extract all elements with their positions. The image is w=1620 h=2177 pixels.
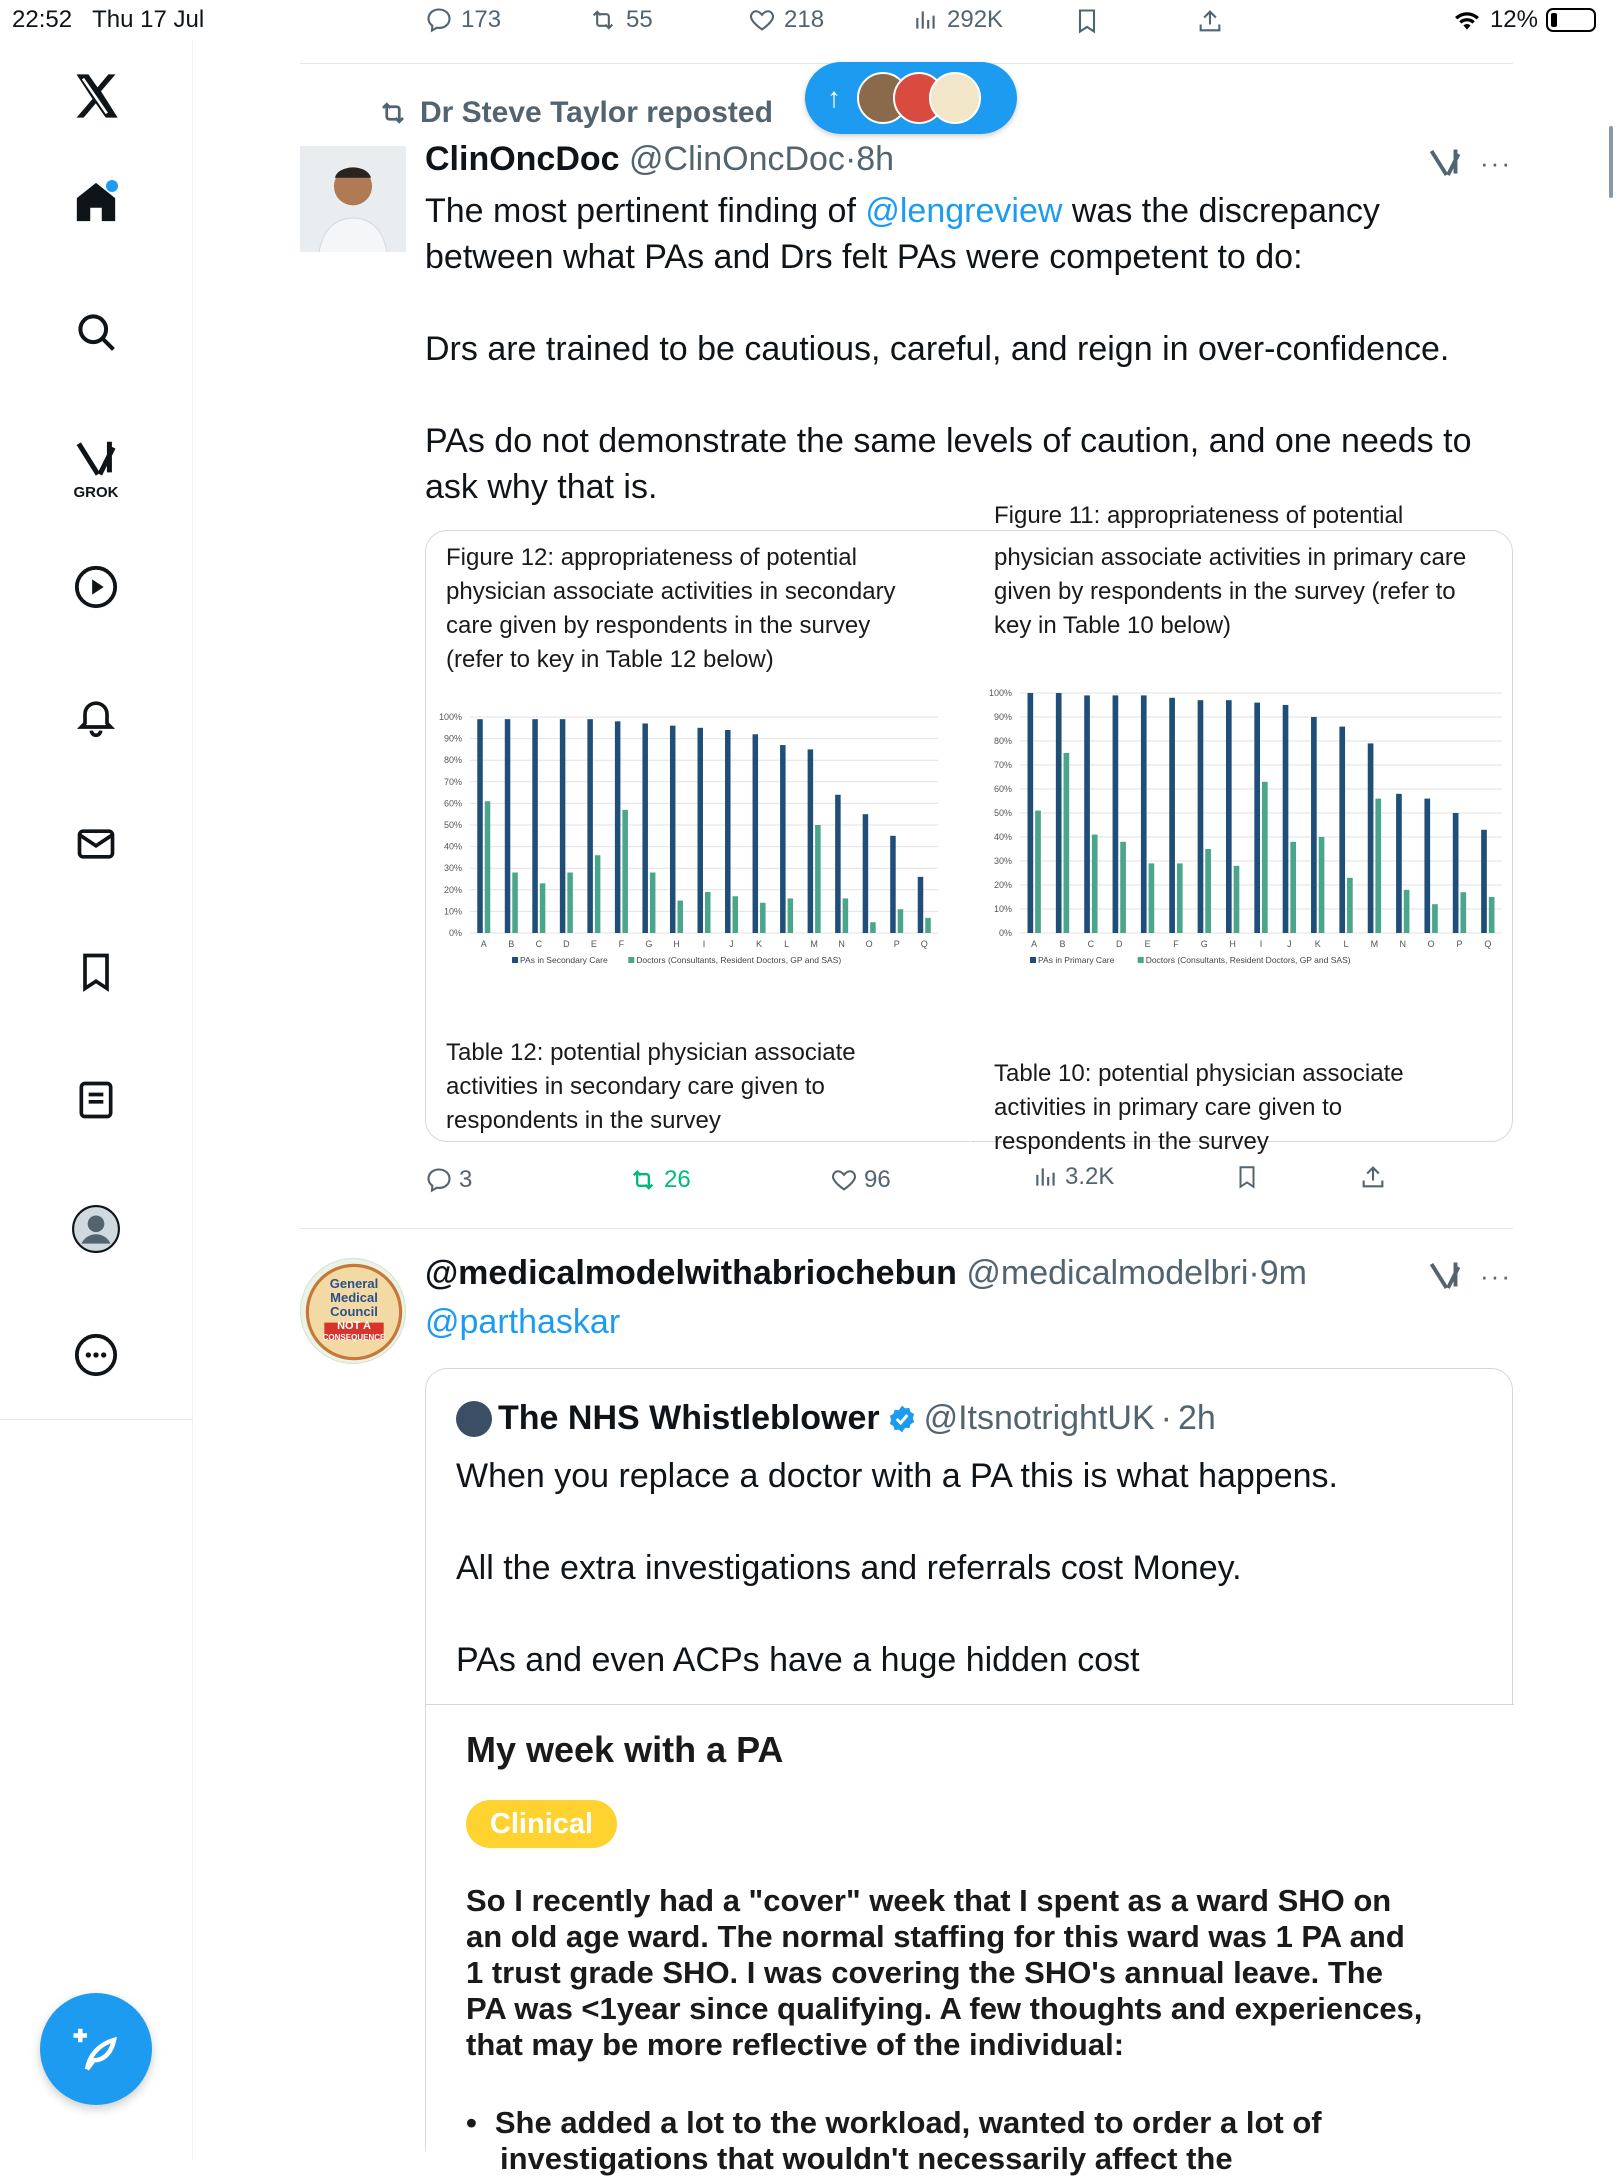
reply-icon [425, 6, 453, 34]
bar-doctor-F [622, 810, 628, 933]
bar-pa-E [587, 719, 593, 933]
sidebar-divider [0, 1419, 193, 1420]
bar-pa-P [890, 836, 896, 933]
nav-notifications[interactable] [72, 692, 120, 740]
x-tick-label: P [1456, 939, 1463, 949]
battery-icon [1546, 8, 1596, 32]
post2-avatar[interactable] [300, 1258, 406, 1364]
x-tick-label: Q [920, 939, 928, 949]
bar-pa-O [863, 814, 869, 933]
bar-doctor-H [1234, 866, 1240, 933]
status-right [1452, 6, 1596, 34]
bar-doctor-P [898, 909, 904, 933]
x-tick-label: M [1370, 939, 1379, 949]
x-tick-label: D [1115, 939, 1123, 949]
bar-pa-L [780, 745, 786, 933]
bar-doctor-B [512, 873, 518, 933]
x-tick-label: I [702, 939, 706, 949]
bar-pa-D [560, 719, 566, 933]
bar-doctor-L [1347, 878, 1353, 933]
bar-pa-M [1368, 743, 1374, 933]
y-tick-label: 40% [993, 832, 1012, 842]
bookmark-icon [1073, 6, 1101, 36]
bookmark-icon [1234, 1162, 1260, 1192]
post1-like-button[interactable]: 96 [830, 1166, 891, 1194]
quote-header: The NHS Whistleblower @ItsnotrightUK · 2h [456, 1399, 1216, 1438]
avatar-badge-text: General Medical Council NOT A CONSEQUENCE [322, 1276, 386, 1342]
bar-doctor-B [1064, 753, 1070, 933]
bar-pa-I [697, 728, 703, 933]
bar-doctor-M [815, 825, 821, 933]
x-tick-label: N [838, 939, 845, 949]
bar-doctor-O [870, 922, 876, 933]
bell-icon [74, 694, 118, 738]
x-tick-label: H [673, 939, 680, 949]
post1-share-button[interactable] [1359, 1162, 1387, 1192]
y-tick-label: 70% [443, 776, 462, 787]
x-tick-label: G [645, 939, 653, 949]
arrow-up-icon: ↑ [827, 82, 841, 113]
post2-mention[interactable]: @parthaskar [425, 1303, 621, 1341]
quote-image[interactable] [426, 1705, 1514, 2175]
bar-doctor-Q [925, 918, 931, 933]
post1-header: ClinOncDoc @ClinOncDoc·8h [425, 140, 895, 178]
top-repost-button[interactable]: 55 [588, 6, 653, 34]
y-tick-label: 30% [993, 856, 1012, 866]
x-tick-label: P [893, 939, 900, 949]
bar-pa-N [835, 795, 841, 933]
share-icon [1359, 1162, 1387, 1192]
x-tick-label: I [1259, 939, 1263, 949]
y-tick-label: 90% [993, 712, 1012, 722]
y-tick-label: 20% [443, 884, 462, 895]
quote-author-name[interactable]: The NHS Whistleblower [498, 1399, 880, 1437]
x-tick-label: G [1200, 939, 1208, 949]
bar-doctor-A [485, 801, 491, 933]
bar-doctor-L [788, 898, 794, 933]
avatar-person-icon [300, 146, 406, 252]
top-share-button[interactable] [1196, 6, 1224, 36]
x-tick-label: D [563, 939, 570, 949]
bar-doctor-D [1120, 842, 1126, 933]
y-tick-label: 70% [993, 760, 1012, 770]
x-tick-label: E [1144, 939, 1151, 949]
bar-pa-A [1028, 693, 1034, 933]
legend-swatch [512, 957, 518, 963]
post1-more-icon[interactable]: ··· [1480, 148, 1512, 178]
bar-pa-F [1169, 698, 1175, 933]
right-figure-caption: physician associate activities in primary care given by respondents in the survey (refer to key in Table 10 below) [994, 544, 1467, 639]
x-tick-label: M [810, 939, 818, 949]
legend-swatch [1030, 957, 1036, 963]
bar-doctor-K [1319, 837, 1325, 933]
y-tick-label: 100% [988, 688, 1012, 698]
bar-doctor-P [1460, 892, 1466, 933]
bar-doctor-Q [1489, 897, 1495, 933]
heart-icon [748, 6, 776, 34]
bar-pa-K [753, 734, 759, 933]
battery-percent: 12% [1489, 6, 1538, 33]
bar-pa-O [1424, 799, 1430, 933]
y-tick-label: 90% [443, 733, 462, 744]
primary-care-bar-chart [970, 661, 1514, 1051]
article-body: So I recently had a "cover" week that I spent as a ward SHO on an old age ward. The normal staffing for this ward was 1 PA and 1 trust grade SHO. I was covering the SHO's annual leave. The PA was <1year since qualifying. A few thoughts and experiences, that may be more reflective of the individual: • She added a lot to the workload, wanted to order a lot of investigations that wouldn't necessarily affect the [466, 1883, 1423, 2176]
bar-doctor-G [1205, 849, 1211, 933]
bar-pa-H [1226, 700, 1232, 933]
bar-pa-G [1198, 700, 1204, 933]
grok-icon [1427, 1258, 1463, 1294]
wifi-icon [1452, 8, 1482, 32]
post1-image[interactable] [425, 502, 1513, 1155]
bar-pa-P [1453, 813, 1459, 933]
repost-icon [376, 98, 410, 128]
bar-pa-E [1141, 695, 1147, 933]
x-tick-label: J [729, 939, 734, 949]
quote-time[interactable]: 2h [1177, 1399, 1216, 1437]
more-circle-icon [73, 1332, 119, 1378]
nav-messages[interactable] [72, 820, 120, 868]
pill-avatar-3 [929, 72, 981, 124]
post2-author-name[interactable]: @medicalmodelwithabriochebun [425, 1254, 957, 1292]
bar-doctor-F [1177, 863, 1183, 933]
nav-bookmarks[interactable] [72, 948, 120, 996]
bar-pa-B [505, 719, 511, 933]
top-bookmark-button[interactable] [1073, 6, 1101, 36]
bar-doctor-N [843, 898, 849, 933]
x-logo-icon [70, 70, 122, 122]
bar-pa-C [532, 719, 538, 933]
top-like-button[interactable]: 218 [748, 6, 824, 34]
bar-pa-K [1311, 717, 1317, 933]
bar-pa-D [1113, 695, 1119, 933]
bar-doctor-J [1290, 842, 1296, 933]
nav-grok[interactable] [72, 428, 120, 508]
post1-text: The most pertinent finding of @lengreview was the discrepancy between what PAs and Drs felt PAs were competent to do: Drs are trained to be cautious, careful, and reign in over-confidence. PAs do not demonstrate the same levels of caution, and one needs to ask why that is. [425, 192, 1472, 506]
bar-pa-H [670, 726, 676, 933]
y-tick-label: 30% [443, 863, 462, 874]
post2-grok-button[interactable] [1427, 1258, 1463, 1299]
clinical-badge: Clinical [466, 1800, 617, 1848]
legend-swatch [628, 957, 634, 963]
post2-time[interactable]: 9m [1259, 1254, 1307, 1292]
status-bar [0, 0, 1620, 40]
x-tick-label: B [1059, 939, 1066, 949]
bar-pa-G [642, 723, 648, 933]
bar-doctor-E [595, 855, 601, 933]
heart-icon [830, 1166, 858, 1194]
post1-repost-button[interactable]: 26 [628, 1166, 691, 1194]
x-tick-label: F [618, 939, 625, 949]
x-tick-label: C [535, 939, 543, 949]
bar-pa-I [1254, 703, 1260, 933]
verified-badge-icon [886, 1403, 918, 1435]
bar-pa-L [1339, 727, 1345, 933]
y-tick-label: 0% [448, 928, 462, 938]
y-tick-label: 0% [998, 928, 1012, 938]
bar-pa-A [477, 719, 483, 933]
bar-doctor-I [1262, 782, 1268, 933]
bar-doctor-E [1149, 863, 1155, 933]
post-divider [300, 1228, 1513, 1229]
x-tick-label: F [1173, 939, 1179, 949]
x-tick-label: N [1399, 939, 1407, 949]
article-title: My week with a PA [466, 1729, 784, 1770]
x-tick-label: A [480, 939, 487, 949]
post1-author-name[interactable]: ClinOncDoc [425, 140, 620, 178]
bar-pa-J [725, 730, 731, 933]
bar-doctor-M [1375, 799, 1381, 933]
post1-author-handle[interactable]: @ClinOncDoc [629, 140, 845, 178]
secondary-care-bar-chart [426, 691, 970, 1051]
nav-profile[interactable] [72, 1205, 120, 1253]
list-icon [74, 1078, 118, 1122]
x-tick-label: C [1087, 939, 1095, 949]
x-tick-label: Q [1484, 939, 1492, 949]
post2-more-icon[interactable]: ··· [1480, 1261, 1512, 1291]
bar-doctor-G [650, 873, 656, 933]
bar-doctor-I [705, 892, 711, 933]
new-posts-pill[interactable] [805, 62, 1017, 134]
y-tick-label: 60% [443, 798, 462, 809]
bar-doctor-C [540, 883, 546, 933]
play-icon [73, 564, 119, 610]
repost-icon [588, 6, 618, 34]
quote-text: When you replace a doctor with a PA this is what happens. All the extra investigations and referrals cost Money. PAs and even ACPs have a huge hidden cost [456, 1457, 1338, 1679]
top-views-button[interactable]: 292K [913, 6, 1003, 34]
bar-pa-N [1396, 794, 1402, 933]
y-tick-label: 60% [993, 784, 1012, 794]
left-table-caption: Table 12: potential physician associate activities in secondary care given to respondents in the survey [446, 1039, 856, 1134]
quote-author-handle[interactable]: @ItsnotrightUK [923, 1399, 1155, 1437]
right-table-caption: Table 10: potential physician associate activities in primary care given to respondents in the survey [994, 1060, 1404, 1155]
status-time: 22:52 Thu 17 Jul [12, 6, 205, 33]
legend-label: PAs in Secondary Care [520, 955, 608, 965]
scrollbar-thumb[interactable] [1609, 126, 1613, 198]
bar-pa-J [1283, 705, 1289, 933]
repost-context[interactable]: Dr Steve Taylor reposted [376, 96, 773, 130]
post1-bookmark-button[interactable] [1234, 1162, 1260, 1192]
quoted-post[interactable] [425, 1368, 1513, 2176]
share-icon [1196, 6, 1224, 36]
nav-lists[interactable] [72, 1076, 120, 1124]
x-tick-label: L [784, 939, 790, 949]
bar-doctor-K [760, 903, 766, 933]
post1-grok-button[interactable] [1427, 145, 1463, 186]
y-tick-label: 50% [993, 808, 1012, 818]
reply-icon [425, 1166, 453, 1194]
y-tick-label: 50% [443, 820, 462, 830]
bar-pa-Q [1481, 830, 1487, 933]
x-tick-label: K [756, 939, 763, 949]
x-tick-label: J [1287, 939, 1292, 949]
nav-explore[interactable] [72, 308, 120, 356]
bar-doctor-N [1404, 890, 1410, 933]
nav-more[interactable] [72, 1331, 120, 1379]
x-tick-label: A [1031, 939, 1038, 949]
x-tick-label: L [1343, 939, 1349, 949]
y-tick-label: 80% [443, 755, 462, 766]
x-tick-label: E [590, 939, 597, 949]
sidebar [0, 40, 193, 2160]
x-logo[interactable] [68, 68, 124, 124]
post2-author-handle[interactable]: @medicalmodelbri [966, 1254, 1249, 1292]
y-tick-label: 10% [443, 906, 462, 917]
compose-feather-icon [69, 2022, 123, 2076]
views-icon [913, 7, 939, 33]
notification-dot [106, 180, 118, 192]
y-tick-label: 100% [438, 712, 462, 722]
post1-reply-button[interactable]: 3 [425, 1166, 472, 1194]
y-tick-label: 40% [443, 841, 462, 852]
x-tick-label: O [865, 939, 873, 949]
compose-button[interactable] [40, 1993, 152, 2105]
left-figure-caption: Figure 12: appropriateness of potential physician associate activities in secondary care given by respondents in the survey (refer to key in Table 12 below) [446, 544, 896, 673]
search-icon [74, 310, 118, 354]
bar-doctor-A [1035, 811, 1041, 933]
bar-pa-C [1084, 695, 1090, 933]
bookmark-icon [74, 950, 118, 994]
bar-doctor-C [1092, 835, 1098, 933]
nav-video[interactable] [72, 563, 120, 611]
bar-doctor-J [733, 896, 739, 933]
right-figure-caption-top: Figure 11: appropriateness of potential [994, 502, 1404, 529]
y-tick-label: 10% [993, 904, 1012, 914]
mail-icon [74, 822, 118, 866]
bar-pa-Q [918, 877, 924, 933]
y-tick-label: 20% [993, 880, 1012, 890]
bar-doctor-O [1432, 904, 1438, 933]
bar-pa-F [615, 721, 621, 933]
mention-link[interactable]: @lengreview [865, 192, 1063, 230]
bar-pa-M [808, 749, 814, 933]
bar-doctor-D [567, 873, 573, 933]
legend-label: Doctors (Consultants, Resident Doctors, GP and SAS) [1145, 955, 1351, 965]
grok-label: GROK [73, 483, 119, 501]
legend-label: PAs in Primary Care [1038, 955, 1115, 965]
quote-avatar[interactable] [456, 1401, 492, 1437]
post1-avatar[interactable] [300, 146, 406, 252]
x-tick-label: O [1427, 939, 1435, 949]
x-tick-label: B [508, 939, 515, 949]
nav-home[interactable] [72, 178, 120, 226]
views-icon [1033, 1164, 1059, 1190]
post1-views-button[interactable]: 3.2K [1033, 1163, 1114, 1191]
top-reply-button[interactable]: 173 [425, 6, 501, 34]
y-tick-label: 80% [993, 736, 1012, 746]
bar-pa-B [1056, 693, 1062, 933]
x-tick-label: H [1229, 939, 1236, 949]
grok-icon [1427, 145, 1463, 181]
post1-time[interactable]: 8h [856, 140, 895, 178]
x-tick-label: K [1314, 939, 1321, 949]
legend-swatch [1138, 957, 1144, 963]
profile-icon [71, 1204, 121, 1254]
repost-icon [628, 1166, 658, 1194]
grok-icon [73, 436, 119, 482]
bar-doctor-H [677, 901, 683, 933]
post2-header: @medicalmodelwithabriochebun @medicalmodelbri·9m [425, 1254, 1307, 1292]
legend-label: Doctors (Consultants, Resident Doctors, GP and SAS) [636, 955, 842, 965]
